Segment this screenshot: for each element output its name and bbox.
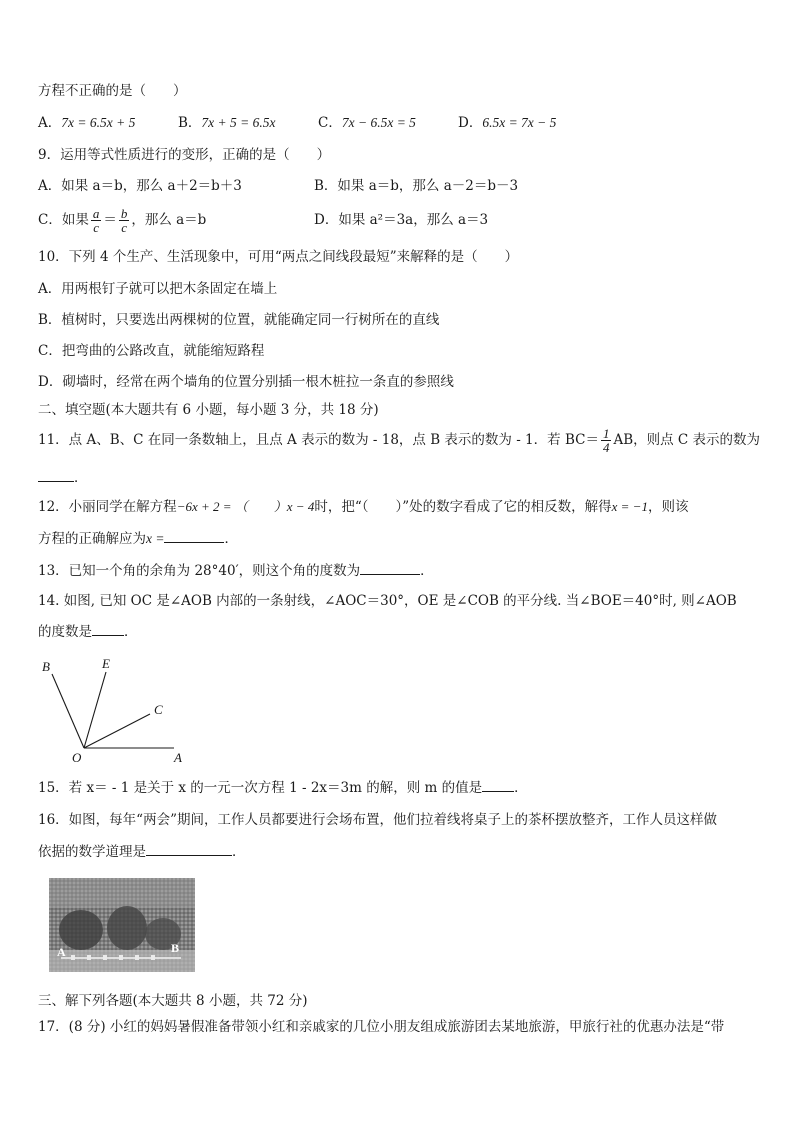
q10-option-b: B．植树时，只要选出两棵树的位置，就能确定同一行树所在的直线 <box>38 312 440 328</box>
fraction-b-over-c: $\frac{b}{c}$ <box>120 206 128 235</box>
q8-option-b: B．7x + 5 = 6.5x <box>178 115 276 131</box>
q10-option-c: C．把弯曲的公路改直，就能缩短路程 <box>38 343 265 359</box>
q15: 15．若 x＝ - 1 是关于 x 的一元一次方程 1 - 2x＝3m 的解，则 m 的值是 ． <box>38 780 528 796</box>
q8-option-d: D．6.5x = 7x − 5 <box>458 115 557 131</box>
q11-line1: 11．点 A、B、C 在同一条数轴上，且点 A 表示的数为 - 18，点 B 表示的数为 - 1．若 BC＝ $\frac{1}{4}$ AB，则点 C 表示的数为 <box>38 426 761 455</box>
q9-stem: 9．运用等式性质进行的变形，正确的是（ ） <box>38 147 331 163</box>
q16-line1: 16．如图，每年“两会”期间，工作人员都要进行会场布置，他们拉着线将桌子上的茶杯摆放整齐，工作人员这样做 <box>38 812 717 828</box>
ray-oc <box>84 714 150 748</box>
ray-ob <box>52 674 84 748</box>
q9-option-c: C．如果 $\frac{a}{c}$ ＝ $\frac{b}{c}$ ，那么 a＝b <box>38 206 207 235</box>
answer-blank <box>146 843 232 856</box>
meeting-room-photo <box>49 878 195 972</box>
answer-blank <box>360 562 420 575</box>
q11-line2: ． <box>38 469 88 487</box>
q10-option-a: A．用两根钉子就可以把木条固定在墙上 <box>38 281 278 297</box>
label-e: E <box>102 656 110 671</box>
answer-blank <box>164 530 224 543</box>
q17-line1: 17．(8 分) 小红的妈妈暑假准备带领小红和亲戚家的几位小朋友组成旅游团去某地旅游，甲旅行社的优惠办法是“带 <box>38 1019 725 1035</box>
answer-blank <box>38 469 74 482</box>
fraction-a-over-c: $\frac{a}{c}$ <box>92 206 100 235</box>
label-o: O <box>72 750 82 764</box>
q9-options-ab <box>38 177 518 195</box>
q13: 13．已知一个角的余角为 28°40′，则这个角的度数为 ． <box>38 563 434 579</box>
q12-line1: 12．小丽同学在解方程−6x + 2 = （ ）x − 4时，把“（ ）”处的数字看成了它的相反数，解得x = −1，则该 <box>38 499 689 515</box>
photo-label-a: A <box>57 945 66 959</box>
label-a: A <box>174 750 182 764</box>
q14-line2: 的度数是 ． <box>38 624 138 640</box>
fraction-one-quarter: $\frac{1}{4}$ <box>602 426 610 455</box>
q8-option-a: A．7x = 6.5x + 5 <box>38 115 136 131</box>
q16-line2: 依据的数学道理是 ． <box>38 844 246 860</box>
label-b: B <box>42 659 50 674</box>
q8-options <box>38 114 556 132</box>
q10-stem: 10．下列 4 个生产、生活现象中，可用“两点之间线段最短”来解释的是（ ） <box>38 249 519 265</box>
label-c: C <box>154 702 163 717</box>
ray-oe <box>84 672 106 748</box>
q9-option-d: D．如果 a²＝3a，那么 a＝3 <box>314 212 489 228</box>
q14-line1: 14. 如图, 已知 OC 是∠AOB 内部的一条射线，∠AOC＝30°，OE 是∠COB 的平分线. 当∠BOE＝40°时, 则∠AOB <box>38 593 737 609</box>
q10-option-d: D．砌墙时，经常在两个墙角的位置分别插一根木桩拉一条直的参照线 <box>38 374 454 390</box>
section-2-heading: 二、填空题(本大题共有 6 小题，每小题 3 分，共 18 分) <box>38 402 379 418</box>
angle-diagram <box>36 654 196 764</box>
answer-blank <box>482 779 514 792</box>
photo-illustration <box>49 878 195 972</box>
q8-option-c: C．7x − 6.5x = 5 <box>318 115 416 131</box>
q8-stem: 方程不正确的是（ ） <box>38 83 187 99</box>
answer-blank <box>92 623 124 636</box>
photo-label-b: B <box>171 941 180 955</box>
q9-option-b: B．如果 a＝b，那么 a－2＝b－3 <box>314 178 519 194</box>
q9-options-cd <box>38 204 488 236</box>
section-3-heading: 三、解下列各题(本大题共 8 小题，共 72 分) <box>38 993 308 1009</box>
q12-line2: 方程的正确解应为x = ． <box>38 531 238 547</box>
q9-option-a: A．如果 a＝b，那么 a＋2＝b＋3 <box>38 178 242 194</box>
